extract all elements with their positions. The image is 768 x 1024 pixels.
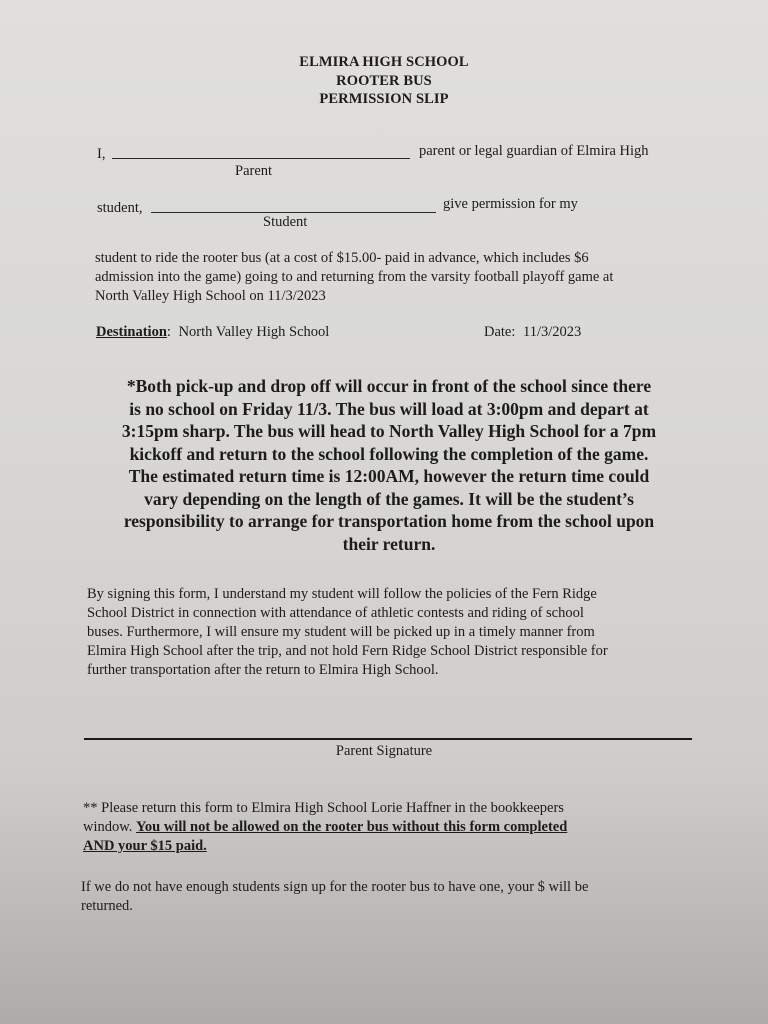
refund-note [81, 878, 711, 916]
student-field-label: Student [263, 214, 308, 230]
destination-row [96, 323, 329, 342]
return-note-line: ** Please return this form to Elmira High School Lorie Haffner in the bookkeepers [83, 800, 564, 816]
notice-line: is no school on Friday 11/3. The bus will load at 3:00pm and depart at [129, 398, 649, 419]
destination-separator: : [166, 324, 171, 340]
destination-value: North Valley High School [178, 324, 330, 340]
notice-line: *Both pick-up and drop off will occur in front of the school since there [126, 376, 652, 396]
return-warning: You will not be allowed on the rooter bus without this form completed [136, 819, 568, 835]
form-header [0, 53, 768, 109]
student-name-field[interactable] [151, 196, 436, 213]
date-label: Date: [484, 324, 516, 340]
form-title: PERMISSION SLIP [319, 91, 449, 107]
refund-note-line: If we do not have enough students sign up for the rooter bus to have one, your $ will be [81, 879, 589, 895]
parent-name-field[interactable] [112, 142, 410, 159]
signature-label: Parent Signature [335, 743, 433, 759]
parent-field-label: Parent [235, 163, 273, 179]
agreement-line: Elmira High School after the trip, and not hold Fern Ridge School District responsible for [87, 643, 608, 659]
destination-label: Destination [96, 324, 167, 340]
notice-line: their return. [342, 533, 436, 554]
permission-paragraph [95, 249, 695, 306]
refund-note-line: returned. [81, 898, 133, 914]
permission-line: admission into the game) going to and returning from the varsity football playoff game at [95, 269, 614, 285]
notice-line: The estimated return time is 12:00AM, however the return time could [128, 466, 650, 486]
parent-line-suffix: parent or legal guardian of Elmira High [419, 143, 649, 159]
school-name: ELMIRA HIGH SCHOOL [299, 54, 469, 70]
agreement-line: further transportation after the return to Elmira High School. [87, 662, 439, 678]
event-name: ROOTER BUS [336, 72, 432, 89]
notice-line: vary depending on the length of the games. It will be the student’s [144, 488, 634, 509]
agreement-paragraph [87, 585, 707, 680]
agreement-line: School District in connection with attendance of athletic contests and riding of school [87, 605, 584, 621]
notice-line: 3:15pm sharp. The bus will head to North Valley High School for a 7pm [121, 421, 657, 441]
return-note [83, 799, 703, 856]
student-prefix: student, [97, 200, 143, 216]
parent-signature-field[interactable] [84, 738, 692, 740]
date-row [484, 323, 581, 342]
parent-prefix: I, [97, 146, 106, 162]
pickup-notice [84, 375, 694, 555]
agreement-line: buses. Furthermore, I will ensure my student will be picked up in a timely manner from [87, 624, 595, 640]
agreement-line: By signing this form, I understand my student will follow the policies of the Fern Ridge [87, 586, 597, 602]
notice-line: kickoff and return to the school following the completion of the game. [129, 443, 649, 464]
return-note-line [83, 837, 703, 856]
date-value: 11/3/2023 [523, 324, 582, 340]
return-note-window: window. [83, 819, 137, 835]
permission-line: North Valley High School on 11/3/2023 [95, 288, 326, 304]
notice-line: responsibility to arrange for transportation home from the school upon [123, 511, 655, 531]
payment-warning: AND your $15 paid. [83, 838, 207, 854]
student-line-suffix: give permission for my [443, 196, 578, 212]
permission-line: student to ride the rooter bus (at a cost of $15.00- paid in advance, which includes $6 [95, 250, 589, 266]
return-note-line [83, 818, 703, 837]
